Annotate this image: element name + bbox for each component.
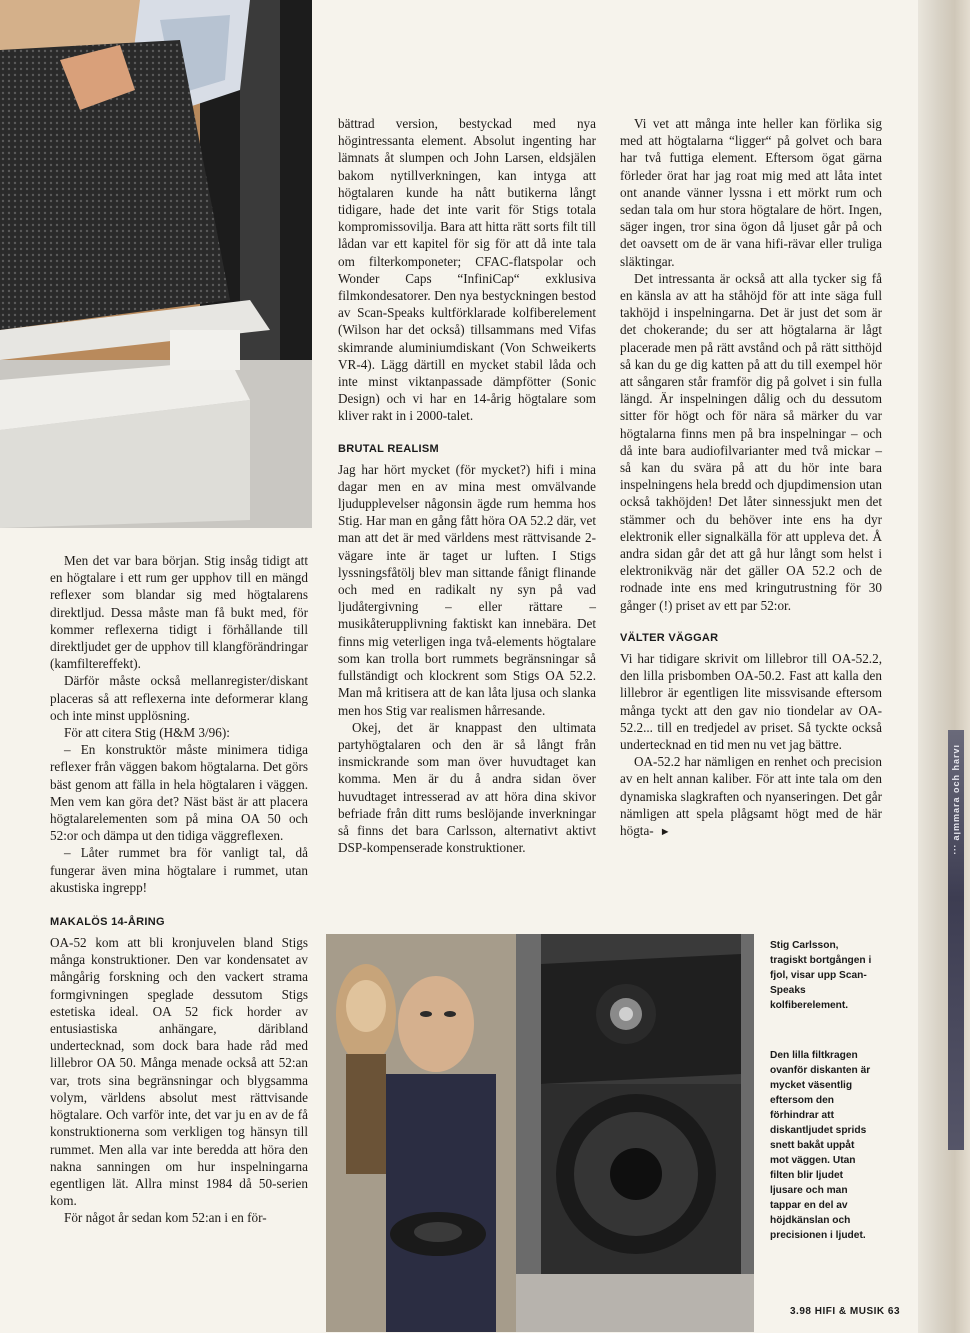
photo-caption: Den lilla filtkragen ovanför diskanten är mycket väsentlig eftersom den förhindrar att diskantljudet sprids snett bakåt uppåt mot väggen. Utan filten blir ljudet ljusare och man tappar en del av höjdkänslan och precisionen i ljudet. [770,1050,871,1241]
body-paragraph: – En konstruktör måste minimera tidiga reflexer från väggen bakom högtalarna. Det görs bäst genom att fälla in hela högtalaren i väggen. Men vem kan göra det? Näst bäst är att placera högtalarelementen som på mina OA 50 och 52:or och dämpa ut den tidiga väggreflexen. [50,742,308,844]
page-folio: 3.98 HIFI & MUSIK 63 [790,1306,901,1317]
body-paragraph: Okej, det är knappast den ultimata partyhögtalaren och den är så långt från insmickrande som man över huvudtaget kan komma. Men är du å andra sidan över huvudtaget intresserad av att höra dina skivor befriade från ditt rums beslöjande inverkningar så finns det bara Carlsson, alternativt aktivt DSP-kompenserade konstruktioner. [338,719,596,856]
speaker-grille-illustration [0,0,312,528]
column-right [620,115,882,841]
body-paragraph: Men det var bara början. Stig insåg tidigt att en högtalare i ett rum ger upphov till en mängd reflexer som blandar sig med högtalarens direktljud. Dessa måste man få bukt med, för kommer reflexerna tidigt i förhållande till direktljudet ger de upphov till klangförändringar (kamfiltereffekt). [50,553,308,672]
section-heading: BRUTAL REALISM [338,442,439,455]
body-paragraph: Det intressanta är också att alla tycker sig få en känsla av att ha ståhöjd för att inte säga full takhöjd i inspelningarna. Det är just det som är det chokerande; du ser att högtalarna är lågt placerade men på rätt avstånd och på rätt sitthöjd så kan du ge dig katten på att du till exempel hör att sångaren står framför dig på golvet i sin fulla längd. Är inspelningen dålig och du dessutom sitter för högt och för nära så märker du var högtalarna finns men på bra inspelningar – och då inte bara audiofilvarianter med två mickar – så kan du svära på att du hör inte bara inspelningens hela bredd och djupdimension utan också takhöjden! Det låter sinnessjukt men det stämmer och du behöver inte ens ha dyr elektronik eller signalkälla för att uppleva det. Å andra sidan går det att gå hur långt som helst i elektronikväg när det gäller OA 52.2 och de rodnade inte ens med kringutrustning för 30 gånger (!) priset av ett par 52:or. [620,270,882,613]
section-heading: MAKALÖS 14-ÅRING [50,916,165,929]
body-paragraph: Därför måste också mellanregister/diskant placeras så att reflexerna inte deformerar klang och inte minst upplösning. [50,673,308,723]
speaker-grille-photo [0,0,312,528]
body-paragraph: OA-52 kom att bli kronjuvelen bland Stigs många konstruktioner. Den var kondensatet av mångårig forskning och den vackert strama formgivningen speglade dessutom Stigs estetiska ideal. OA 52 fick horder av entusiastiska anhängare, däribland undertecknad, som dock bara hade råd med lillebror OA 50. Många menade också att 52:an var, trots sina begränsningar och blygsamma volym, världens absolut mest rättvisande högtalare. Och varför inte, det var ju en av de få konstruktionerna som verkligen tog hänsyn till rummet. Men alla var inte beredda att höra den nakna sanningen om hur inspelningarna egentligen lät. Allra minst 1984 då 50-serien kom. [50,935,308,1209]
body-paragraph: Jag har hört mycket (för mycket?) hifi i mina dagar men en av mina mest omvälvande ljudupplevelser någonsin ägde rum hemma hos Stig. Har man en gång fått höra OA 52.2 där, vet man att det är med världens mest rättvisande 2-vägare inte är taget ur luften. I Stigs lyssningsfåtölj blev man sittande fånigt flinande och med en radikalt ny syn på vad ljudåtergivning – eller rättare – musikåterupplivning faktiskt kan innebära. Det finns mig veterligen inga två-elements högtalare som kan trolla bort rummets begränsningar så fullständigt och klockrent som Stigs OA 52.2. Man må kritisera att de kan låta ljusa och slanka men hos Stig var realismen hårresande. [338,461,596,718]
section-heading: VÄLTER VÄGGAR [620,631,719,644]
body-paragraph: Vi har tidigare skrivit om lillebror till OA-52.2, den lilla prisbomben OA-50.2. Fast att kalla den lillebror är egentligen lite missvisande eftersom många tyckt att den gav nio tiondelar av OA-52.2... till en tredjedel av priset. Så tyckte också undertecknad en tid men nu vet jag bättre. [620,650,882,752]
body-paragraph [620,753,882,841]
stig-carlsson-photo [326,934,754,1332]
column-middle [338,115,596,856]
photo-caption: Stig Carlsson, tragiskt bortgången i fjol, visar upp Scan-Speaks kolfiberelement. [770,940,872,1011]
right-arrow-icon: ► [659,825,671,838]
body-paragraph: För något år sedan kom 52:an i en för- [64,1210,267,1226]
adjacent-page-text: ıʌɹɐɥ ɥɔo ɐɹɐɯɯlɐ ... [952,745,962,856]
column-left [50,552,308,1227]
body-paragraph-text: OA-52.2 har nämligen en renhet och precision av en helt annan kaliber. För att inte tala om den dynamiska slagkraften och nyanseringen. Det går nämligen att spela plågsamt högt med de här högta- [620,754,882,838]
body-paragraph: Vi vet att många inte heller kan förlika sig med att högtalarna “ligger“ på golvet och bara har två futtiga element. Eftersom ögat gärna förleder örat har jag roat mig med att låta intet ont anande vänner lyssna i ett mörkt rum och sedan tala om hur stora högtalare de hört. Ingen, säger ingen, tror sina ögon då ljuset går på och det oavsett om de är vana hifi-rävar eller truliga släktingar. [620,116,882,269]
body-paragraph: – Låter rummet bra för vanligt tal, då fungerar även mina högtalare i rummet, utan akustiska ingrepp! [50,845,308,895]
body-paragraph: För att citera Stig (H&M 3/96): [64,725,230,741]
body-paragraph: bättrad version, bestyckad med nya högintressanta element. Absolut ingenting har lämnats åt slumpen och John Larsen, eldsjälen bakom nytillverkningen, kan intyga att högtalaren kunde ha nått butikerna långt tidigare, hade det inte varit för Stigs totala kompromissovilja. Bara att hitta rätt sorts filt till lådan var ett kapitel för sig för att då inte tala om filterkomponeter; CFAC-flatspolar och Wonder Caps “InfiniCap“ exklusiva filmkondesatorer. Den nya bestyckningen bestod av Scan-Speaks kultförklarade kolfiberelement (Wilson har det också) tillsammans med Vifas skimrande aluminiumdiskant (Von Schweikerts VR-4). Lägg därtill en mycket stabil låda och inte minst viktanpassade dämpfötter (Sonic Design) och vi har en 14-årig högtalare som kliver rakt in i 2000-talet. [338,116,596,424]
stig-carlsson-illustration [326,934,754,1332]
